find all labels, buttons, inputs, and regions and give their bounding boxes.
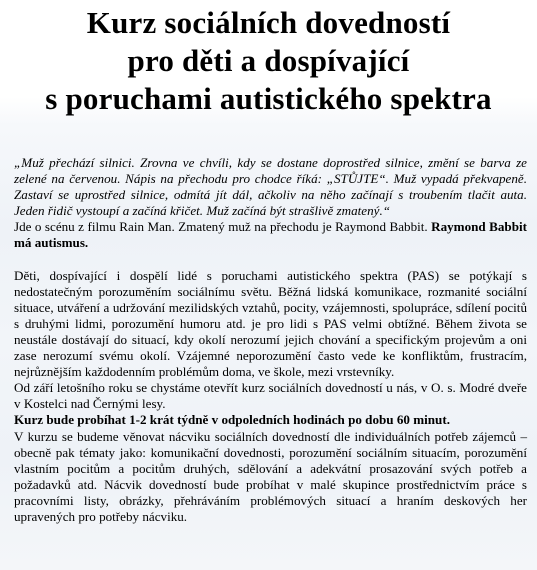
film-quote: „Muž přechází silnici. Zrovna ve chvíli, kdy se dostane doprostřed silnice, změní se barva ze zelené na červenou. Nápis na přechodu pro chodce říká: „STŮJTE“. Muž vypadá překvapeně. Zastaví se uprostřed silnice, odmítá jít dál, ačkoliv na něho začínají s troubením tlačit auta. Jeden řidič vystoupí a začíná křičet. Muž začíná být strašlivě zmatený.“ [14, 155, 527, 219]
scene-text: Jde o scénu z filmu Rain Man. Zmatený muž na přechodu je Raymond Babbit. [14, 219, 432, 235]
title-line-3: s poruchami autistického spektra [45, 81, 492, 116]
scene-bold-statement: Raymond Babbit má autismus. [14, 219, 527, 251]
scene-description [14, 219, 527, 251]
page-title [0, 4, 537, 118]
course-schedule: Kurz bude probíhat 1-2 krát týdně v odpoledních hodinách po dobu 60 minut. [14, 412, 450, 428]
title-line-2: pro děti a dospívající [127, 43, 410, 78]
course-description: V kurzu se budeme věnovat nácviku sociálních dovedností dle individuálních potřeb zájemců – obecně pak tématy jako: komunikační dovednosti, porozumění sociálním situacím, porozumění vlastním pocitům a pocitům druhých, sdělování a adekvátní prosazování svých potřeb a požadavků atd. Nácvik dovedností bude probíhat v malé skupince prostřednictvím práce s pracovními listy, obrázky, přehráváním problémových situací a hraním deskových her upravených pro potřeby nácviku. [14, 428, 527, 524]
course-announcement: Od září letošního roku se chystáme otevřít kurz sociálních dovedností u nás, v O. s. Modré dveře v Kostelci nad Černými lesy. [14, 380, 527, 412]
paragraph-gap [14, 252, 527, 268]
title-line-1: Kurz sociálních dovedností [86, 5, 451, 40]
intro-paragraph: Děti, dospívající i dospělí lidé s poruchami autistického spektra (PAS) se potýkají s nedostatečným porozuměním sociálnímu světu. Běžná lidská komunikace, rozmanité sociální situace, utváření a udržování mezilidských vztahů, pocity, vzájemnosti, spolupráce, sdílení pocitů s druhými lidmi, porozumění humoru atd. je pro lidi s PAS velmi obtížné. Během života se neustále dostávají do situací, kdy okolí nerozumí jejich chování a specifickým projevům a oni zase nerozumí svému okolí. Vzájemné neporozumění často vede ke konfliktům, frustracím, nejrůznějším každodenním problémům doma, ve škole, mezi vrstevníky. [14, 267, 527, 380]
document-body [14, 155, 527, 525]
